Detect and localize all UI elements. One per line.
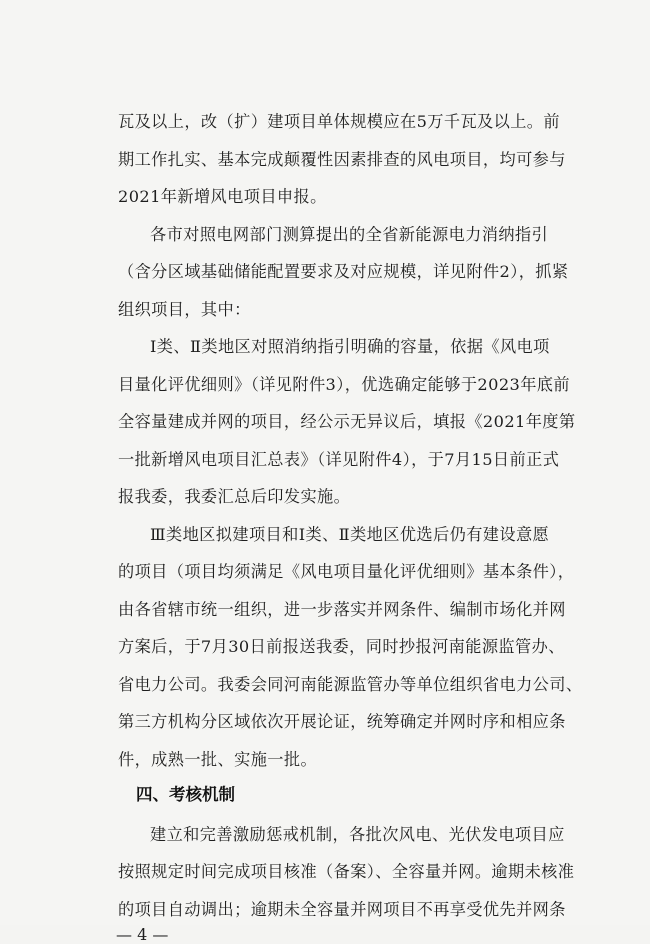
text-line: 组织项目，其中：: [118, 299, 251, 319]
text-line: （含分区域基础储能配置要求及对应规模，详见附件2），抓紧: [118, 262, 569, 281]
text-line: 的项目（项目均须满足《风电项目量化评优细则》基本条件），: [118, 562, 575, 581]
text-line: 方案后，于7月30日前报送我委，同时抄报河南能源监管办、: [118, 637, 565, 656]
text-line: 由各省辖市统一组织，进一步落实并网条件、编制市场化并网: [118, 599, 566, 619]
text-line: 按照规定时间完成项目核准（备案）、全容量并网。逾期未核准: [118, 862, 575, 881]
text-line: 期工作扎实、基本完成颠覆性因素排查的风电项目，均可参与: [118, 149, 566, 169]
text-line: Ⅲ类地区拟建项目和Ⅰ类、Ⅱ类地区优选后仍有建设意愿: [150, 524, 550, 544]
text-line: 省电力公司。我委会同河南能源监管办等单位组织省电力公司、: [118, 674, 583, 694]
text-line: 一批新增风电项目汇总表》（详见附件4），于7月15日前正式: [118, 449, 560, 469]
text-line: 报我委，我委汇总后印发实施。: [118, 487, 351, 506]
text-line: 建立和完善激励惩戒机制，各批次风电、光伏发电项目应: [150, 824, 565, 844]
text-line: 各市对照电网部门测算提出的全省新能源电力消纳指引: [150, 224, 549, 244]
text-line: 瓦及以上，改（扩）建项目单体规模应在5万千瓦及以上。前: [118, 112, 560, 131]
text-line: 的项目自动调出；逾期未全容量并网项目不再享受优先并网条: [118, 899, 566, 919]
text-line: 2021年新增风电项目申报。: [118, 187, 327, 206]
section-heading: 四、考核机制: [136, 785, 235, 804]
text-line: 目量化评优细则》（详见附件3），优选确定能够于2023年底前: [118, 374, 570, 394]
text-line: 件，成熟一批、实施一批。: [118, 749, 318, 769]
text-line: Ⅰ类、Ⅱ类地区对照消纳指引明确的容量，依据《风电项: [150, 337, 550, 356]
page-number: — 4 —: [116, 925, 169, 944]
text-line: 第三方机构分区域依次开展论证，统筹确定并网时序和相应条: [118, 712, 566, 731]
text-line: 全容量建成并网的项目，经公示无异议后，填报《2021年度第: [118, 412, 576, 431]
